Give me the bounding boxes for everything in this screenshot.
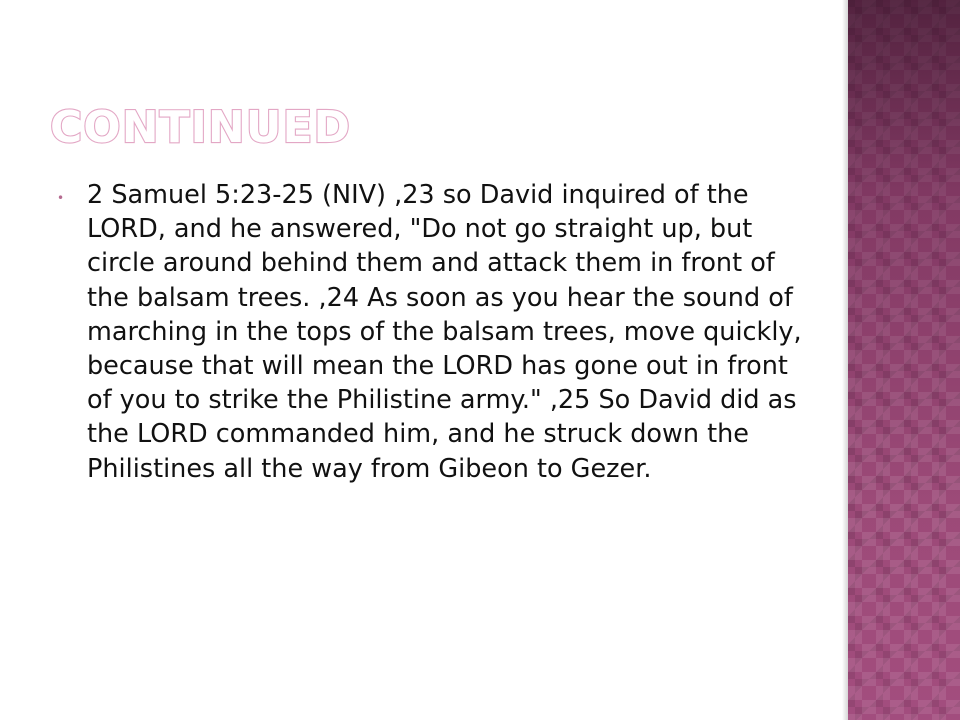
- bullet-text: 2 Samuel 5:23-25 (NIV) ,23 so David inquired of the LORD, and he answered, "Do not go straight up, but circle around behind them and attack them in front of the balsam trees. ,24 As soon as you hear the sound of marching in the tops of the balsam trees, move quickly, because that will mean the LORD has gone out in front of you to strike the Philistine army." ,25 So David did as the LORD commanded him, and he struck down the Philistines all the way from Gibeon to Gezer.: [87, 180, 802, 484]
- decorative-side-panel: [848, 0, 960, 720]
- slide-title-box: [50, 92, 830, 162]
- slide-content: [57, 178, 817, 486]
- bullet-item: [57, 178, 817, 486]
- slide-title-svg: [50, 92, 830, 162]
- slide-title: CONTINUED: [50, 102, 352, 153]
- bullet-dot: •: [57, 191, 65, 205]
